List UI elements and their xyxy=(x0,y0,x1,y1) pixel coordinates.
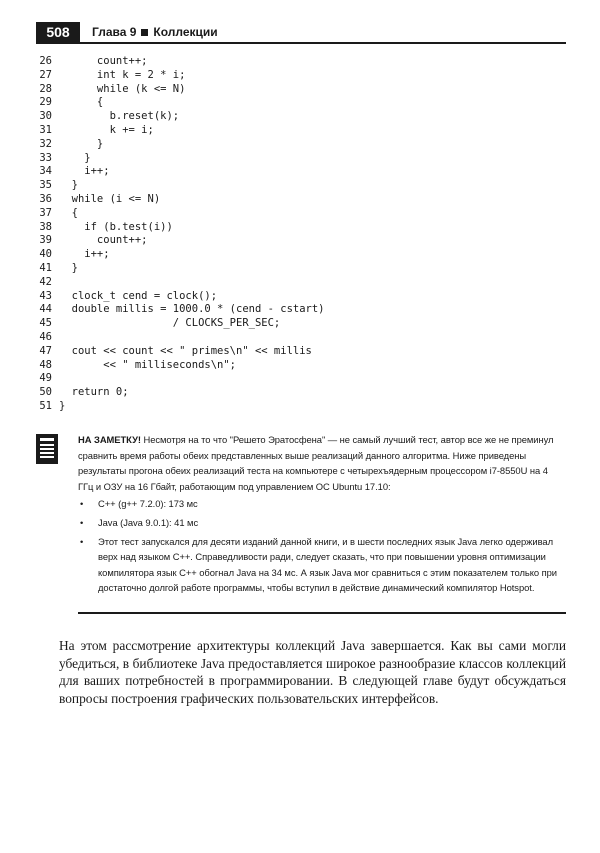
code-text: while (k <= N) xyxy=(59,82,186,95)
line-number: 43 xyxy=(39,289,52,302)
code-text: b.reset(k); xyxy=(59,110,180,123)
code-text: { xyxy=(59,206,78,219)
code-line xyxy=(36,386,325,400)
code-line xyxy=(36,359,325,373)
code-line xyxy=(36,165,325,179)
page-header xyxy=(36,22,566,44)
line-number: 40 xyxy=(39,248,52,261)
code-line xyxy=(36,124,325,138)
line-number: 36 xyxy=(39,192,52,205)
line-number: 46 xyxy=(39,330,52,343)
code-text: double millis = 1000.0 * (cend - cstart) xyxy=(59,303,325,316)
code-line xyxy=(36,248,325,262)
header-rule xyxy=(36,42,566,44)
code-line xyxy=(36,303,325,317)
code-line xyxy=(36,55,325,69)
code-text: } xyxy=(59,151,91,164)
code-line xyxy=(36,290,325,304)
line-number: 48 xyxy=(39,358,52,371)
code-text: } xyxy=(59,261,78,274)
line-number: 50 xyxy=(39,386,52,399)
code-text: while (i <= N) xyxy=(59,192,161,205)
code-line xyxy=(36,331,325,345)
code-line xyxy=(36,262,325,276)
list-item: • Java (Java 9.0.1): 41 мс xyxy=(78,515,564,531)
code-text: clock_t cend = clock(); xyxy=(59,289,218,302)
code-listing xyxy=(36,55,325,414)
line-number: 31 xyxy=(39,123,52,136)
code-text: } xyxy=(59,137,104,150)
line-number: 32 xyxy=(39,137,52,150)
code-line xyxy=(36,207,325,221)
code-text: if (b.test(i)) xyxy=(59,220,173,233)
line-number: 44 xyxy=(39,303,52,316)
list-item: • C++ (g++ 7.2.0): 173 мс xyxy=(78,496,564,512)
list-item: • Этот тест запускался для десяти изданий данной книги, и в шести последних язык Java легко одерживал верх над языком C++. Справедливости ради, следует сказать, что при повышении уровня оптимизации компилятора язык C++ обогнал Java на 34 мс. А язык Java мог сравниться с этим показателем только при достаточно долгой работе программы, чтобы вступил в действие динамический компилятор Hotspot. xyxy=(80,535,557,594)
line-number: 49 xyxy=(39,372,52,385)
code-line xyxy=(36,317,325,331)
code-text: count++; xyxy=(59,55,148,67)
note-intro xyxy=(78,432,564,494)
code-text: << " milliseconds\n"; xyxy=(59,358,237,371)
code-line xyxy=(36,83,325,97)
code-line xyxy=(36,400,325,414)
code-text: int k = 2 * i; xyxy=(59,68,186,81)
line-number: 39 xyxy=(39,234,52,247)
note-body xyxy=(78,432,564,599)
code-text: return 0; xyxy=(59,386,129,399)
code-text: cout << count << " primes\n" << millis xyxy=(59,344,312,357)
code-line xyxy=(36,69,325,83)
code-line xyxy=(36,345,325,359)
note-text: Несмотря на то что "Решето Эратосфена" — не самый лучший тест, автор все же не преминул сравнить время работы обеих представленных выше реализаций данного алгоритма. Ниже приведены результаты прогона обеих реализаций теста на компьютере с четырехъядерным процессором i7-8550U на 4 ГГц и ОЗУ на 16 Гбайт, работающим под управлением ОС Ubuntu 17.10: xyxy=(78,434,554,492)
code-line xyxy=(36,110,325,124)
line-number: 28 xyxy=(39,82,52,95)
bullet-icon: • xyxy=(80,516,84,528)
code-line xyxy=(36,221,325,235)
code-line xyxy=(36,234,325,248)
bullet-icon: • xyxy=(80,535,84,547)
code-text: / CLOCKS_PER_SEC; xyxy=(59,317,281,330)
section-label: Коллекции xyxy=(153,25,218,39)
bullet-icon: • xyxy=(80,498,84,510)
code-text: } xyxy=(59,179,78,192)
line-number: 37 xyxy=(39,206,52,219)
code-text: i++; xyxy=(59,165,110,178)
square-bullet-icon xyxy=(141,29,148,36)
code-line xyxy=(36,372,325,386)
line-number: 38 xyxy=(39,220,52,233)
note-box xyxy=(36,432,566,614)
line-number: 42 xyxy=(39,275,52,288)
note-list xyxy=(78,496,564,596)
line-number: 41 xyxy=(39,261,52,274)
line-number: 29 xyxy=(39,96,52,109)
line-number: 33 xyxy=(39,151,52,164)
chapter-label: Глава 9 xyxy=(92,25,137,39)
body-paragraph: На этом рассмотрение архитектуры коллекций Java завершается. Как вы сами могли убедиться, в библиотеке Java предоставляется широкое разнообразие классов коллекций для ваших потребностей в программировании. В следующей главе будут обсуждаться вопросы построения графических пользовательских интерфейсов. xyxy=(59,638,566,706)
line-number: 51 xyxy=(39,399,52,412)
line-number: 34 xyxy=(39,165,52,178)
line-number: 35 xyxy=(39,179,52,192)
code-text: } xyxy=(59,399,66,412)
line-number: 47 xyxy=(39,344,52,357)
code-line xyxy=(36,96,325,110)
code-line xyxy=(36,138,325,152)
code-line xyxy=(36,276,325,290)
note-icon xyxy=(36,434,58,464)
line-number: 45 xyxy=(39,317,52,330)
code-text: count++; xyxy=(59,234,148,247)
code-line xyxy=(36,193,325,207)
line-number: 27 xyxy=(39,68,52,81)
code-line xyxy=(36,152,325,166)
line-number: 30 xyxy=(39,110,52,123)
code-text: i++; xyxy=(59,248,110,261)
note-heading: НА ЗАМЕТКУ! xyxy=(78,434,141,445)
note-bottom-rule xyxy=(78,612,566,614)
page-number: 508 xyxy=(36,22,80,42)
code-line xyxy=(36,179,325,193)
code-text: k += i; xyxy=(59,123,154,136)
code-text: { xyxy=(59,96,104,109)
line-number: 26 xyxy=(39,55,52,67)
running-head xyxy=(92,24,218,40)
